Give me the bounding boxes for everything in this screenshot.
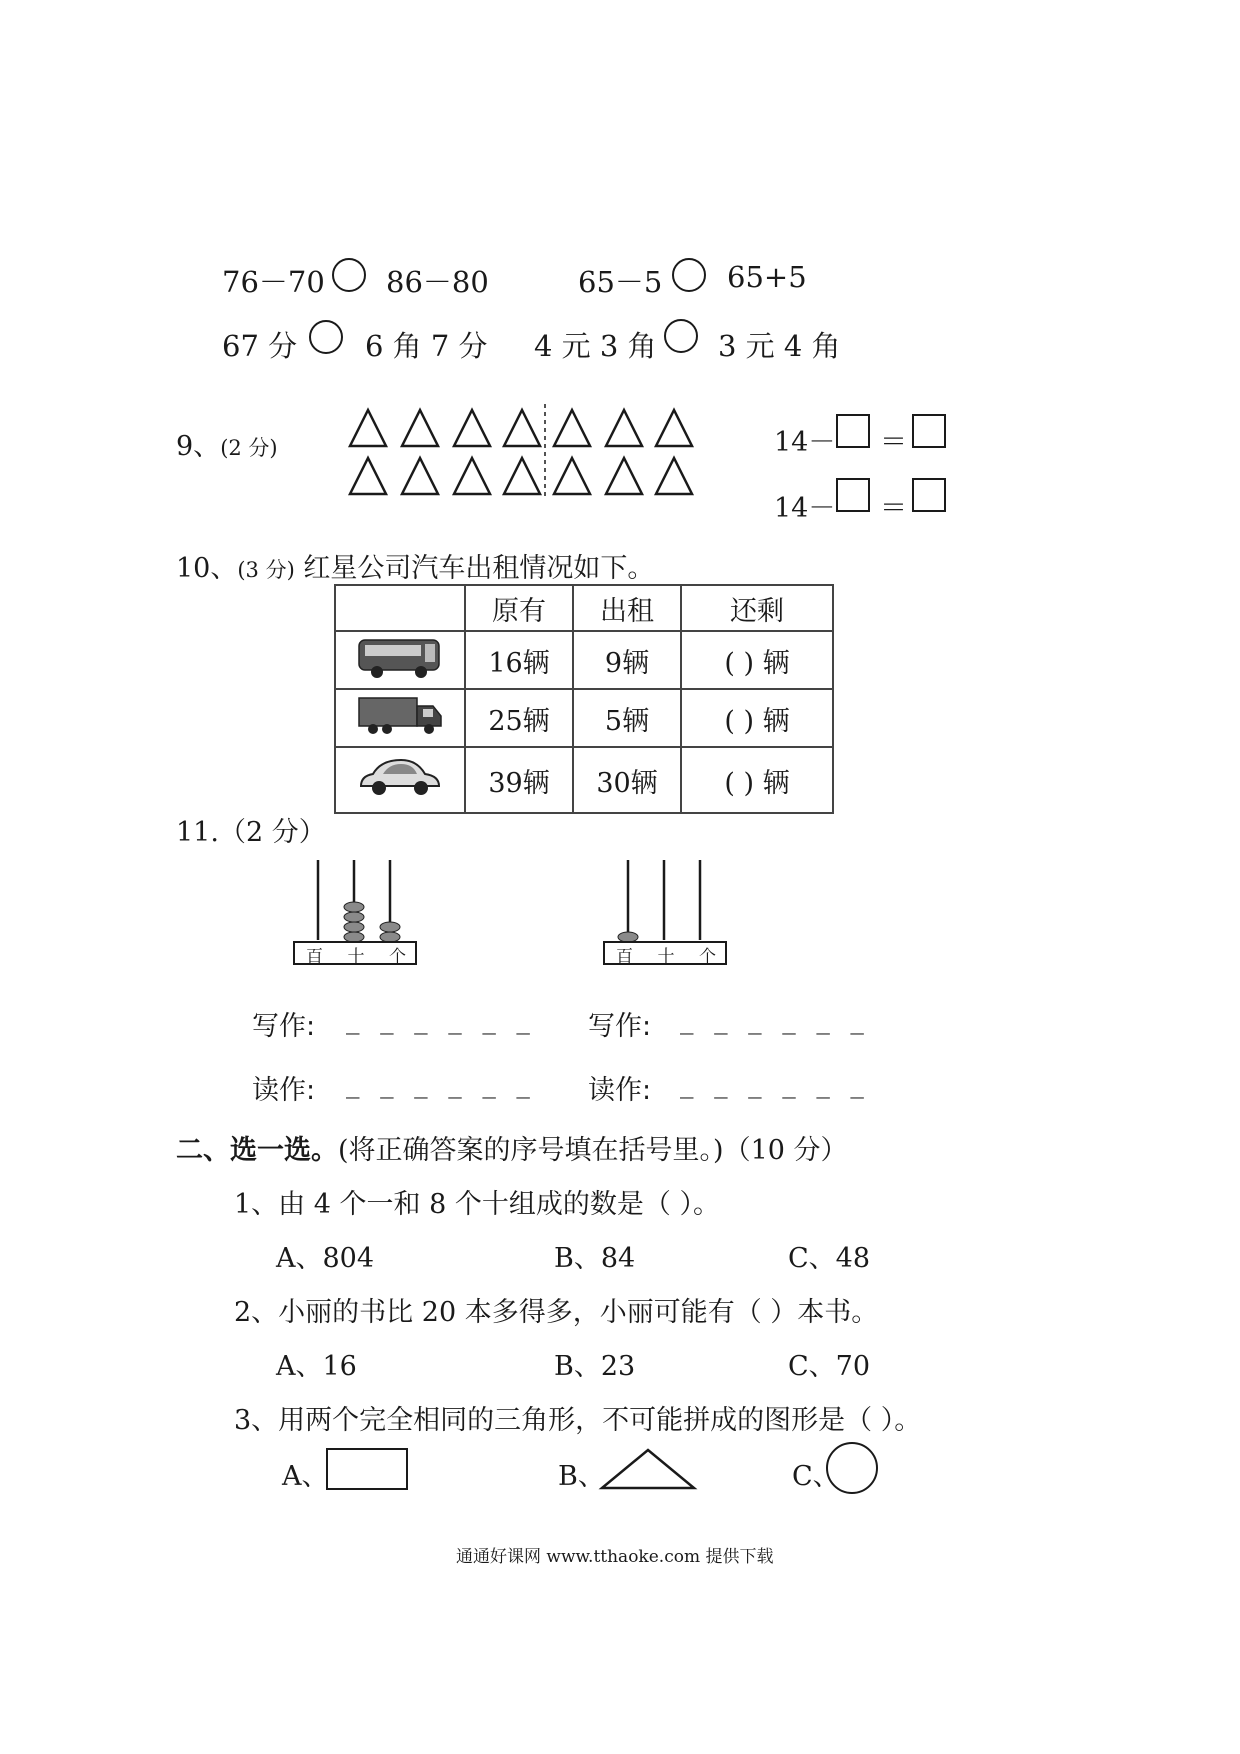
q2-option-a[interactable]: A、16 xyxy=(276,1351,357,1382)
compare-r1-c: 65－5 xyxy=(578,265,663,299)
circle-shape xyxy=(826,1442,878,1494)
compare-circle[interactable] xyxy=(664,319,698,353)
abacus-2-labels: 百 十 个 xyxy=(616,947,716,967)
bus-icon xyxy=(335,631,465,689)
table-cell-answer[interactable]: ( ) 辆 xyxy=(681,747,833,813)
q1-option-a[interactable]: A、804 xyxy=(276,1243,375,1274)
table-cell: 16辆 xyxy=(465,631,573,689)
compare-circle[interactable] xyxy=(332,258,366,292)
table-header-row xyxy=(335,585,833,631)
q9-eq1-eq: ＝ xyxy=(880,427,907,458)
q9-eq2-lhs: 14－ xyxy=(774,493,836,524)
triangle-shape xyxy=(598,1446,698,1492)
question-2: 2、小丽的书比 20 本多得多，小丽可能有（ ）本书。 xyxy=(234,1297,879,1328)
q9-number: 9、(2 分) xyxy=(176,431,278,462)
compare-r2-a: 67 分 xyxy=(222,329,298,363)
q2-option-c[interactable]: C、70 xyxy=(788,1351,871,1382)
rectangle-shape xyxy=(326,1448,408,1490)
table-header-cell: 原有 xyxy=(465,585,573,631)
question-1: 1、由 4 个一和 8 个十组成的数是（ ）。 xyxy=(234,1189,720,1220)
abacus-1-labels: 百 十 个 xyxy=(306,947,406,967)
table-cell: 39辆 xyxy=(465,747,573,813)
answer-box[interactable] xyxy=(836,414,870,448)
table-header-cell: 出租 xyxy=(573,585,681,631)
q11-heading: 11.（2 分） xyxy=(176,817,326,848)
q2-option-b[interactable]: B、23 xyxy=(554,1351,636,1382)
triangles-figure xyxy=(346,402,706,502)
table-header-cell xyxy=(335,585,465,631)
q3-option-b[interactable]: B、 xyxy=(558,1461,605,1492)
table-cell: 5辆 xyxy=(573,689,681,747)
q1-option-c[interactable]: C、48 xyxy=(788,1243,871,1274)
q1-option-b[interactable]: B、84 xyxy=(554,1243,636,1274)
compare-r1-b: 86－80 xyxy=(386,265,489,299)
q3-option-a[interactable]: A、 xyxy=(282,1461,329,1492)
answer-box[interactable] xyxy=(912,414,946,448)
table-row xyxy=(335,747,833,813)
compare-r2-c: 4 元 3 角 xyxy=(534,329,657,363)
question-3: 3、用两个完全相同的三角形，不可能拼成的图形是（ ）。 xyxy=(234,1405,922,1436)
write-blank-1[interactable]: _ _ _ _ _ _ xyxy=(346,1004,536,1035)
table-row xyxy=(335,689,833,747)
truck-icon xyxy=(335,689,465,747)
table-cell: 9辆 xyxy=(573,631,681,689)
write-label-2: 写作: xyxy=(588,1011,652,1042)
read-blank-2[interactable]: _ _ _ _ _ _ xyxy=(680,1068,870,1099)
compare-r2-d: 3 元 4 角 xyxy=(718,329,841,363)
table-cell: 30辆 xyxy=(573,747,681,813)
table-row xyxy=(335,631,833,689)
compare-circle[interactable] xyxy=(309,320,343,354)
compare-r2-b: 6 角 7 分 xyxy=(365,329,488,363)
rental-table xyxy=(334,584,834,814)
read-label-1: 读作: xyxy=(252,1075,316,1106)
car-icon xyxy=(335,747,465,813)
table-header-cell: 还剩 xyxy=(681,585,833,631)
section2-title: 二、选一选。(将正确答案的序号填在括号里。)（10 分） xyxy=(176,1135,848,1166)
q3-option-c[interactable]: C、 xyxy=(792,1461,840,1492)
answer-box[interactable] xyxy=(912,478,946,512)
q9-eq1-lhs: 14－ xyxy=(774,427,836,458)
read-blank-1[interactable]: _ _ _ _ _ _ xyxy=(346,1068,536,1099)
write-label-1: 写作: xyxy=(252,1011,316,1042)
q9-eq2-eq: ＝ xyxy=(880,493,907,524)
q10-heading: 10、(3 分) 红星公司汽车出租情况如下。 xyxy=(176,553,655,584)
answer-box[interactable] xyxy=(836,478,870,512)
write-blank-2[interactable]: _ _ _ _ _ _ xyxy=(680,1004,870,1035)
compare-circle[interactable] xyxy=(672,258,706,292)
compare-r1-a: 76－70 xyxy=(222,265,325,299)
read-label-2: 读作: xyxy=(588,1075,652,1106)
footer-text: 通通好课网 www.tthaoke.com 提供下载 xyxy=(456,1547,774,1567)
table-cell-answer[interactable]: ( ) 辆 xyxy=(681,631,833,689)
compare-r1-d: 65+5 xyxy=(727,260,807,294)
table-cell: 25辆 xyxy=(465,689,573,747)
table-cell-answer[interactable]: ( ) 辆 xyxy=(681,689,833,747)
